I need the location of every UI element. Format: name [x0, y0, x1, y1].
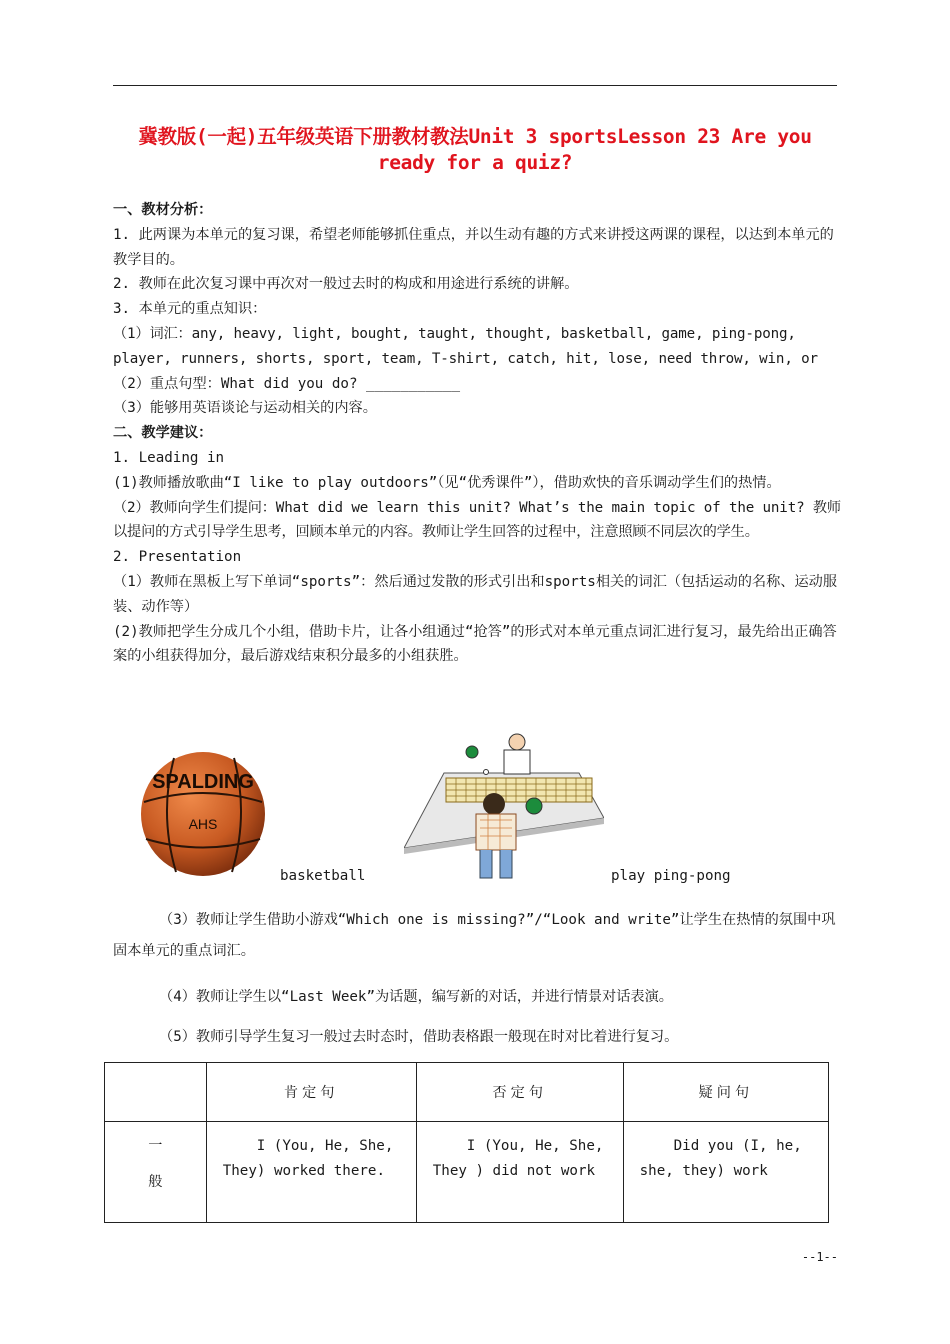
analysis-item-3: 3. 本单元的重点知识：: [113, 301, 267, 318]
ball-brand-text: SPALDING: [152, 771, 254, 793]
leading-in-2: （2）教师向学生们提问：What did we learn this unit? What’s the main topic of the unit? 教师以提问的方式引导学生思考，回顾本单元的内容。教师让学生回答的过程中，注意照顾不同层次的学生。: [113, 499, 841, 541]
table-cell-negative: I (You, He, She, They ) did not work: [416, 1122, 623, 1223]
vocabulary-list: （1）词汇：any, heavy, light, bought, taught, thought, basketball, game, ping-pong, player, runners, shorts, sport, team, T-shirt, catch, hit, lose, need throw, win, or: [113, 325, 818, 367]
step-5: （5）教师引导学生复习一般过去时态时，借助表格跟一般现在时对比着进行复习。: [159, 1029, 679, 1045]
table-header-empty: [105, 1063, 207, 1122]
analysis-item-2: 2. 教师在此次复习课中再次对一般过去时的构成和用途进行系统的讲解。: [113, 276, 579, 293]
ability-goal: （3）能够用英语谈论与运动相关的内容。: [113, 400, 377, 417]
page-number: --1--: [801, 1250, 838, 1264]
section-heading-analysis: 一、教材分析：: [113, 202, 213, 218]
leading-in-1: (1)教师播放歌曲“I like to play outdoors”（见“优秀课件”），借助欢快的音乐调动学生们的热情。: [113, 474, 781, 491]
table-cell-interrogative: Did you (I, he, she, they) work: [623, 1122, 828, 1223]
ball-model-text: AHS: [188, 816, 218, 832]
table-header-negative: 否定句: [416, 1063, 623, 1122]
document-body: [113, 198, 843, 669]
document-title: 冀教版(一起)五年级英语下册教材教法Unit 3 sportsLesson 23 Are you ready for a quiz?: [138, 125, 812, 174]
ping-pong-image: [404, 728, 604, 884]
presentation-1: （1）教师在黑板上写下单词“sports”：然后通过发散的形式引出和sports相关的词汇（包括运动的名称、运动服装、动作等）: [113, 573, 838, 615]
step-4-container: [113, 982, 843, 1013]
section-heading-suggestions: 二、教学建议：: [113, 425, 213, 442]
step-4: （4）教师让学生以“Last Week”为话题，编写新的对话，并进行情景对话表演。: [159, 989, 673, 1005]
step-5-container: [113, 1022, 843, 1053]
basketball-image: [134, 744, 272, 882]
ping-pong-caption: play ping-pong: [611, 868, 731, 884]
after-figure-steps: [113, 905, 843, 967]
table-header-affirmative: 肯定句: [206, 1063, 416, 1122]
step-presentation: 2. Presentation: [113, 549, 242, 566]
table-row-label: 一 般: [105, 1122, 207, 1223]
key-sentence-pattern: （2）重点句型：What did you do? ___________: [113, 375, 461, 392]
step-leading-in: 1. Leading in: [113, 449, 225, 466]
table-header-interrogative: 疑问句: [623, 1063, 828, 1122]
header-rule: [113, 85, 837, 86]
table-header-row: [105, 1063, 829, 1122]
step-3: （3）教师让学生借助小游戏“Which one is missing?”/“Look and write”让学生在热情的氛围中巩固本单元的重点词汇。: [113, 912, 836, 959]
analysis-item-1: 1. 此两课为本单元的复习课，希望老师能够抓住重点，并以生动有趣的方式来讲授这两课的课程，以达到本单元的教学目的。: [113, 226, 834, 268]
table-row: [105, 1122, 829, 1223]
basketball-caption: basketball: [280, 868, 366, 884]
table-cell-affirmative: I (You, He, She, They) worked there.: [206, 1122, 416, 1223]
tense-comparison-table: [104, 1062, 829, 1223]
presentation-2: (2)教师把学生分成几个小组，借助卡片，让各小组通过“抢答”的形式对本单元重点词汇进行复习，最先给出正确答案的小组获得加分，最后游戏结束积分最多的小组获胜。: [113, 623, 837, 665]
